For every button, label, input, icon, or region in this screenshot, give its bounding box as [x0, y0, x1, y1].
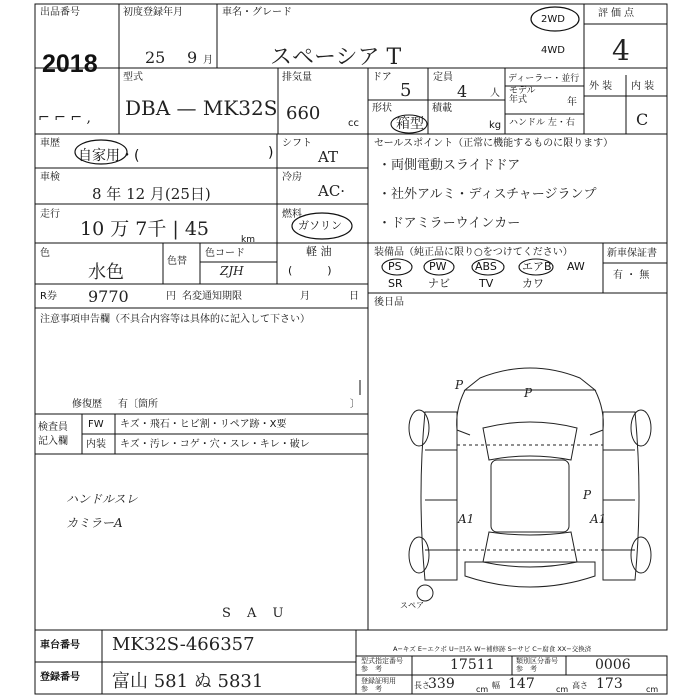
- inspector-note: ハンドルスレ: [66, 492, 138, 506]
- spare-tire: [417, 585, 433, 601]
- car-left-side: [421, 412, 457, 580]
- ac-label: 冷房: [282, 172, 302, 183]
- damage-mark: P: [524, 386, 533, 400]
- damage-mark: A1: [458, 512, 475, 526]
- sales-point-item: ・ドアミラーウインカー: [378, 216, 521, 231]
- fuel-gas: ガソリン: [298, 219, 342, 232]
- equip-pw: PW: [429, 260, 447, 273]
- type-num-label: 型式指定番号 参 考: [361, 657, 403, 673]
- equip-ps: PS: [388, 260, 402, 273]
- displacement-unit: cc: [348, 118, 359, 129]
- interior-label: 内 装: [631, 81, 655, 92]
- length-value: 339: [428, 676, 455, 692]
- displacement-label: 排気量: [282, 72, 312, 83]
- load-label: 積載: [432, 103, 452, 114]
- length-label: 長さ: [414, 681, 430, 690]
- lot-number: 2018: [42, 50, 98, 78]
- repair-close: 〕: [350, 399, 360, 410]
- shape-label: 形状: [372, 103, 392, 114]
- history-label: 車歴: [40, 138, 60, 149]
- damage-mark: P: [583, 488, 592, 502]
- repair-label: 修復歴: [72, 399, 102, 410]
- car-name: スペーシア T: [270, 45, 402, 70]
- inspector-fw-label: FW: [88, 419, 104, 430]
- inspection-value: 8 年 12 月(25日): [92, 185, 211, 203]
- equip-leather: カワ: [522, 277, 544, 290]
- car-windshield: [483, 422, 577, 460]
- grade-label: 評価点: [598, 8, 637, 19]
- ac-value: AC·: [318, 182, 346, 200]
- color-label: 色: [40, 248, 50, 259]
- plate-label: 登録番号: [40, 672, 80, 683]
- fuel-label: 燃料: [282, 209, 302, 220]
- dealer-label: ディーラー・並行: [508, 74, 580, 84]
- drive-2wd: 2WD: [541, 14, 565, 25]
- grade-value: 4: [612, 34, 630, 67]
- year-unit: 年: [567, 97, 577, 108]
- wheel-front-right: [631, 410, 651, 446]
- color-code-label: 色コード: [205, 248, 245, 259]
- yen-unit: 円: [166, 291, 176, 302]
- reg-month: 9: [187, 48, 198, 67]
- handle-label: ハンドル 左・右: [509, 118, 575, 128]
- model-prefix-scribble: ⌐ ⌐ ⌐ ,: [38, 110, 91, 126]
- height-label: 高さ: [572, 681, 588, 690]
- interior-value: C: [636, 110, 649, 129]
- notes-title: 注意事項申告欄（不具合内容等は具体的に記入して下さい）: [40, 314, 310, 325]
- notice-label: 名変通知期限: [182, 291, 242, 302]
- capacity-label: 定員: [433, 72, 453, 83]
- sales-point-item: ・社外アルミ・ディスチャージランプ: [378, 187, 597, 202]
- car-name-label: 車名・グレード: [222, 7, 292, 18]
- capacity-unit: 人: [490, 88, 500, 99]
- car-roof: [491, 460, 569, 532]
- doors-label: ドア: [372, 72, 392, 83]
- lot-label: 出品番号: [40, 7, 80, 18]
- equip-abs: ABS: [475, 260, 497, 273]
- wheel-rear-right: [631, 537, 651, 573]
- load-unit: kg: [489, 120, 502, 131]
- doors-value: 5: [400, 80, 412, 101]
- reg-year: 25: [145, 48, 166, 67]
- equipment-title: 装備品（純正品に限り○をつけてください）: [374, 247, 573, 258]
- chassis-label: 車台番号: [40, 640, 80, 651]
- wheel-front-left: [409, 410, 429, 446]
- recycle-value: 9770: [88, 287, 129, 306]
- mileage-unit: km: [241, 235, 255, 245]
- type-num-value: 17511: [450, 657, 495, 673]
- wheel-rear-left: [409, 537, 429, 573]
- plate-value: 富山 581 ぬ 5831: [112, 671, 264, 692]
- class-num-label: 類別区分番号 参 考: [516, 657, 558, 673]
- warranty-label: 新車保証書: [607, 248, 657, 259]
- color-code-value: ZJH: [220, 264, 244, 278]
- recycle-label: R券: [40, 291, 57, 302]
- equip-navi: ナビ: [428, 277, 450, 290]
- color-value: 水色: [88, 262, 124, 283]
- inspector-label: 検査員 記入欄: [38, 422, 68, 447]
- inspector-int-label: 内装: [86, 439, 106, 450]
- width-value: 147: [508, 676, 535, 692]
- class-num-value: 0006: [595, 657, 631, 673]
- height-unit: cm: [646, 685, 659, 694]
- bottom-note: S A U: [222, 606, 290, 621]
- fuel-diesel: 軽 油: [306, 245, 332, 258]
- spare-label: スペア: [400, 601, 424, 610]
- equip-airbag: エアB: [522, 260, 552, 273]
- equip-tv: TV: [479, 277, 494, 290]
- sales-points-title: セールスポイント（正常に機能するものに限ります）: [374, 138, 614, 149]
- repair-value: 有〔箇所: [118, 399, 158, 410]
- length-unit: cm: [476, 685, 489, 694]
- notice-day: 日: [349, 291, 359, 302]
- month-unit: 月: [203, 55, 213, 66]
- inspection-label: 車検: [40, 172, 60, 183]
- height-value: 173: [596, 676, 623, 692]
- notice-month: 月: [300, 291, 310, 302]
- after-label: 後日品: [374, 297, 404, 308]
- shape-value: 箱型: [396, 116, 424, 132]
- exterior-label: 外 装: [589, 81, 613, 92]
- model-value: DBA — MK32S: [125, 96, 278, 120]
- damage-legend: A−キズ E−エクボ U−凹み W−補修跡 S−サビ C−腐食 XX−交換済: [393, 645, 592, 653]
- damage-mark: P: [455, 378, 464, 392]
- equip-sr: SR: [388, 277, 403, 290]
- drive-4wd: 4WD: [541, 45, 565, 56]
- capacity-value: 4: [457, 82, 468, 101]
- equip-aw: AW: [567, 260, 585, 273]
- model-year-label: モデル 年式: [509, 86, 536, 105]
- inspector-fw-text: キズ・飛石・ヒビ割・リペア跡・X要: [120, 419, 287, 430]
- mileage-label: 走行: [40, 209, 60, 220]
- inspector-int-text: キズ・汚レ・コゲ・穴・スレ・キレ・破レ: [120, 439, 310, 450]
- car-right-side: [603, 412, 639, 580]
- displacement-value: 660: [286, 103, 321, 124]
- history-value: 自家用・(: [78, 148, 140, 164]
- width-unit: cm: [556, 685, 569, 694]
- chassis-value: MK32S-466357: [112, 634, 255, 655]
- sales-point-item: ・両側電動スライドドア: [378, 158, 521, 173]
- warranty-value: 有 ・ 無: [613, 270, 650, 281]
- color-change-label: 色替: [167, 256, 187, 267]
- model-label: 型式: [123, 72, 143, 83]
- dims-label: 登録証明用 参 考: [361, 677, 396, 693]
- damage-mark: A1: [590, 512, 607, 526]
- mileage-value: 10 万 7千 | 45: [80, 218, 210, 240]
- history-close: ): [268, 145, 274, 161]
- shift-value: AT: [318, 148, 339, 166]
- fuel-paren: ( ): [288, 264, 332, 277]
- inspector-note: カミラーA: [66, 516, 123, 530]
- shift-label: シフト: [282, 138, 312, 149]
- first-reg-label: 初度登録年月: [123, 7, 183, 18]
- width-label: 幅: [492, 681, 500, 690]
